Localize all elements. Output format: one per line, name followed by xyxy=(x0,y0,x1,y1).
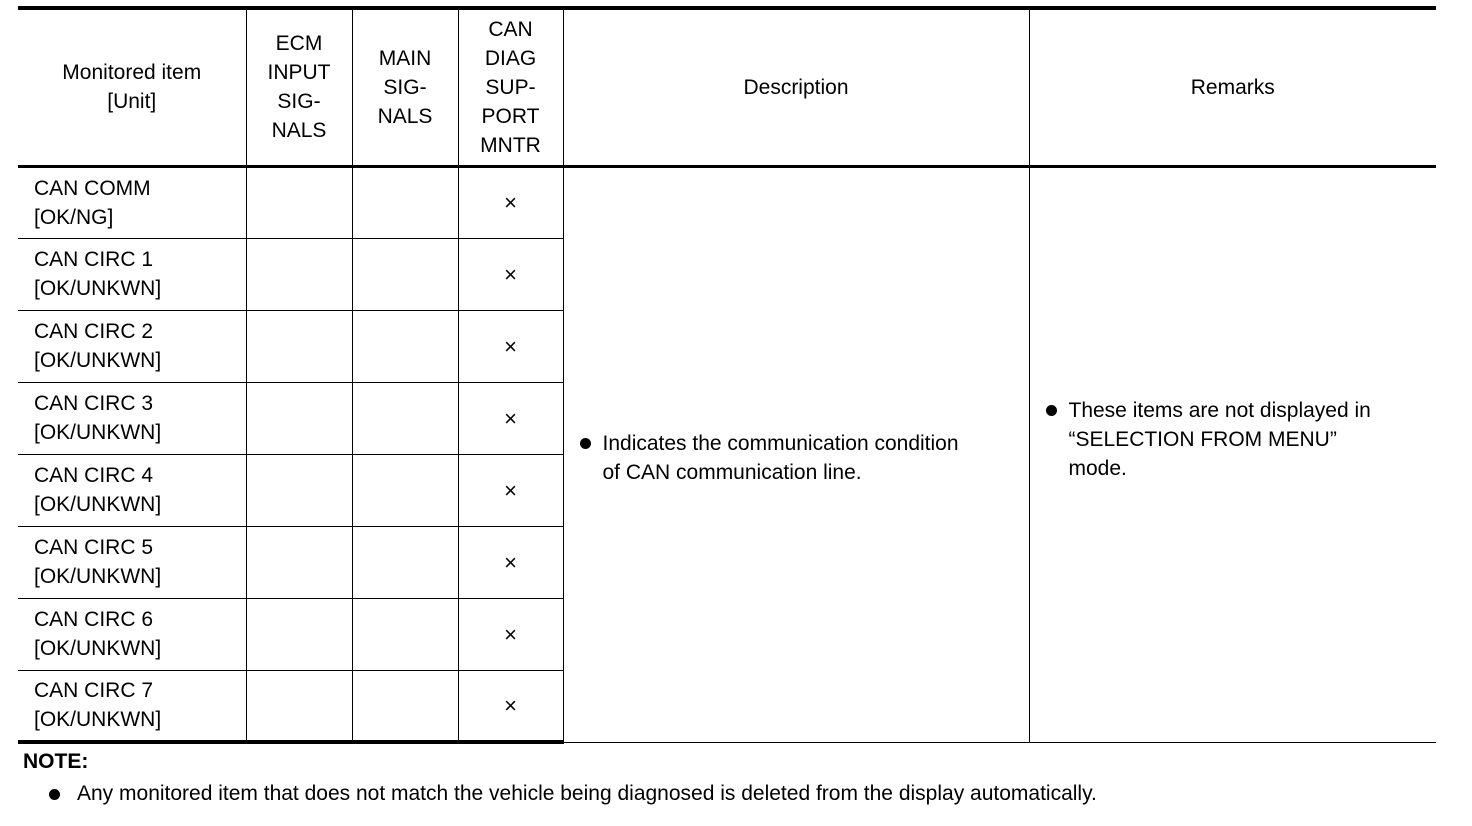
header-line: SIG- xyxy=(277,90,321,114)
monitored-item-cell xyxy=(18,454,246,526)
note-section xyxy=(23,747,1097,808)
header-line: SIG- xyxy=(383,75,427,99)
item-name: CAN CIRC 4 xyxy=(34,464,154,487)
remarks-cell xyxy=(1029,166,1436,742)
header-remarks: Remarks xyxy=(1029,8,1436,166)
header-main-signals xyxy=(352,8,458,166)
bullet-icon xyxy=(1046,405,1057,416)
item-name: CAN COMM xyxy=(34,176,151,200)
item-unit: [OK/UNKWN] xyxy=(34,637,162,660)
ecm-input-cell xyxy=(246,598,352,670)
main-signals-cell xyxy=(352,382,458,454)
description-line: Indicates the communication condition xyxy=(602,431,959,455)
can-diag-mark: × xyxy=(458,238,563,310)
item-name: CAN CIRC 7 xyxy=(34,679,154,703)
can-diag-mark: × xyxy=(458,310,563,382)
header-line: NALS xyxy=(271,119,327,143)
header-line: PORT xyxy=(481,104,540,128)
header-line: MNTR xyxy=(480,133,541,157)
header-ecm-input-signals xyxy=(246,8,352,166)
can-diag-mark: × xyxy=(458,166,563,238)
main-signals-cell xyxy=(352,166,458,238)
ecm-input-cell xyxy=(246,310,352,382)
can-diag-mark: × xyxy=(458,454,563,526)
can-diag-mark: × xyxy=(458,670,563,742)
main-signals-cell xyxy=(352,526,458,598)
can-diag-mark: × xyxy=(458,598,563,670)
table-row xyxy=(18,166,1436,238)
item-name: CAN CIRC 6 xyxy=(34,608,154,631)
monitored-item-cell xyxy=(18,526,246,598)
header-line: DIAG xyxy=(484,46,537,70)
header-line: Monitored item xyxy=(62,61,202,85)
header-monitored-item xyxy=(18,8,246,166)
item-name: CAN CIRC 1 xyxy=(34,248,154,271)
item-unit: [OK/UNKWN] xyxy=(34,565,162,588)
monitored-item-cell xyxy=(18,598,246,670)
item-unit: [OK/UNKWN] xyxy=(34,493,162,516)
header-line: MAIN xyxy=(378,46,432,70)
monitored-item-cell xyxy=(18,166,246,238)
monitor-table-frame xyxy=(18,6,1436,744)
ecm-input-cell xyxy=(246,382,352,454)
main-signals-cell xyxy=(352,310,458,382)
header-line: [Unit] xyxy=(107,90,157,114)
remarks-line: mode. xyxy=(1068,457,1127,480)
monitored-item-cell xyxy=(18,382,246,454)
monitored-items-table xyxy=(18,6,1436,744)
description-line: of CAN communication line. xyxy=(602,460,862,484)
item-unit: [OK/UNKWN] xyxy=(34,708,162,732)
item-unit: [OK/UNKWN] xyxy=(34,349,162,372)
main-signals-cell xyxy=(352,238,458,310)
item-name: CAN CIRC 5 xyxy=(34,536,154,559)
ecm-input-cell xyxy=(246,166,352,238)
bullet-icon xyxy=(580,438,591,449)
header-line: CAN xyxy=(488,17,533,41)
item-name: CAN CIRC 2 xyxy=(34,320,154,343)
header-line: ECM xyxy=(275,32,323,56)
ecm-input-cell xyxy=(246,238,352,310)
item-name: CAN CIRC 3 xyxy=(34,392,154,415)
header-can-diag-support-mntr xyxy=(458,8,563,166)
monitored-item-cell xyxy=(18,238,246,310)
note-item xyxy=(23,779,1097,808)
main-signals-cell xyxy=(352,454,458,526)
header-description: Description xyxy=(563,8,1029,166)
item-unit: [OK/NG] xyxy=(34,205,114,229)
remarks-line: “SELECTION FROM MENU” xyxy=(1068,428,1337,451)
note-text: Any monitored item that does not match the vehicle being diagnosed is deleted from the display automatically. xyxy=(77,782,1097,805)
header-line: SUP- xyxy=(485,75,536,99)
monitored-item-cell xyxy=(18,670,246,742)
can-diag-mark: × xyxy=(458,382,563,454)
monitored-item-cell xyxy=(18,310,246,382)
bullet-icon xyxy=(49,789,60,800)
ecm-input-cell xyxy=(246,454,352,526)
can-diag-mark: × xyxy=(458,526,563,598)
main-signals-cell xyxy=(352,670,458,742)
description-cell xyxy=(563,166,1029,742)
table-header-row xyxy=(18,8,1436,166)
item-unit: [OK/UNKWN] xyxy=(34,421,162,444)
header-line: NALS xyxy=(377,104,433,128)
header-line: INPUT xyxy=(267,61,331,85)
remarks-line: These items are not displayed in xyxy=(1068,399,1371,422)
item-unit: [OK/UNKWN] xyxy=(34,277,162,300)
ecm-input-cell xyxy=(246,526,352,598)
main-signals-cell xyxy=(352,598,458,670)
note-title: NOTE: xyxy=(23,750,89,773)
ecm-input-cell xyxy=(246,670,352,742)
